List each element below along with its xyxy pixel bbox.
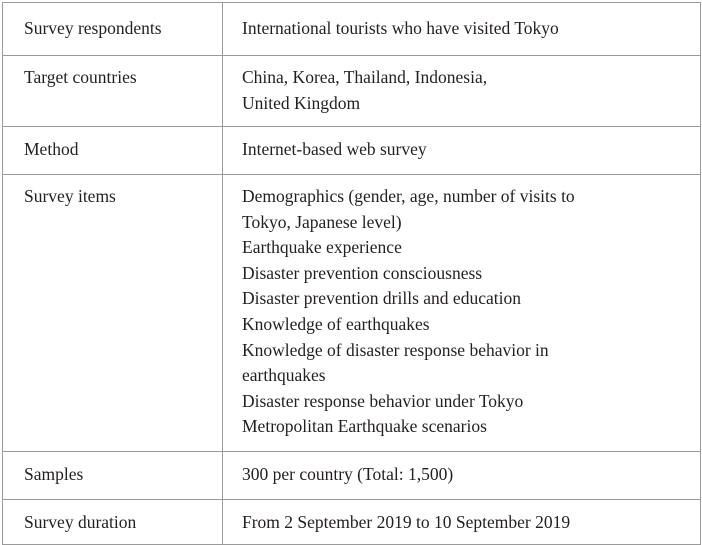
value-line: Demographics (gender, age, number of visits to	[242, 186, 575, 206]
row-label-cell	[3, 175, 223, 452]
value-line: Disaster response behavior under Tokyo	[242, 390, 524, 411]
value-line: From 2 September 2019 to 10 September 2019	[242, 512, 571, 532]
value-line: Knowledge of earthquakes	[242, 313, 430, 334]
value-line: China, Korea, Thailand, Indonesia,	[242, 67, 488, 87]
value-line: Disaster prevention drills and education	[242, 288, 521, 309]
row-label: Survey respondents	[24, 18, 162, 38]
row-label-cell	[3, 127, 223, 175]
row-label: Target countries	[24, 67, 137, 87]
value-line: Earthquake experience	[242, 237, 402, 258]
value-line: Knowledge of disaster response behavior in	[242, 339, 549, 360]
row-label-cell	[3, 452, 223, 500]
row-label-cell	[3, 500, 223, 545]
row-value-cell	[223, 500, 701, 545]
table-row-survey-items	[3, 175, 701, 452]
row-value-cell	[223, 175, 701, 452]
value-line: earthquakes	[242, 365, 326, 386]
row-value-cell	[223, 452, 701, 500]
row-label: Survey duration	[24, 512, 137, 532]
row-value-cell	[223, 127, 701, 175]
table-row-survey-respondents	[3, 3, 701, 56]
value-line: Internet-based web survey	[242, 139, 427, 159]
table-row-samples	[3, 452, 701, 500]
value-line: Tokyo, Japanese level)	[242, 211, 402, 232]
value-line: Metropolitan Earthquake scenarios	[242, 416, 487, 437]
table-row-method	[3, 127, 701, 175]
row-label: Samples	[24, 464, 84, 484]
survey-table	[2, 2, 701, 545]
table-row-survey-duration	[3, 500, 701, 545]
row-value-cell	[223, 3, 701, 56]
row-label: Survey items	[24, 186, 116, 206]
value-line: Disaster prevention consciousness	[242, 262, 483, 283]
value-line: 300 per country (Total: 1,500)	[242, 464, 454, 484]
row-value-cell	[223, 56, 701, 127]
table-row-target-countries	[3, 56, 701, 127]
row-label-cell	[3, 3, 223, 56]
row-label: Method	[24, 139, 79, 159]
row-label-cell	[3, 56, 223, 127]
value-line: United Kingdom	[242, 92, 361, 113]
value-line: International tourists who have visited Tokyo	[242, 18, 559, 38]
